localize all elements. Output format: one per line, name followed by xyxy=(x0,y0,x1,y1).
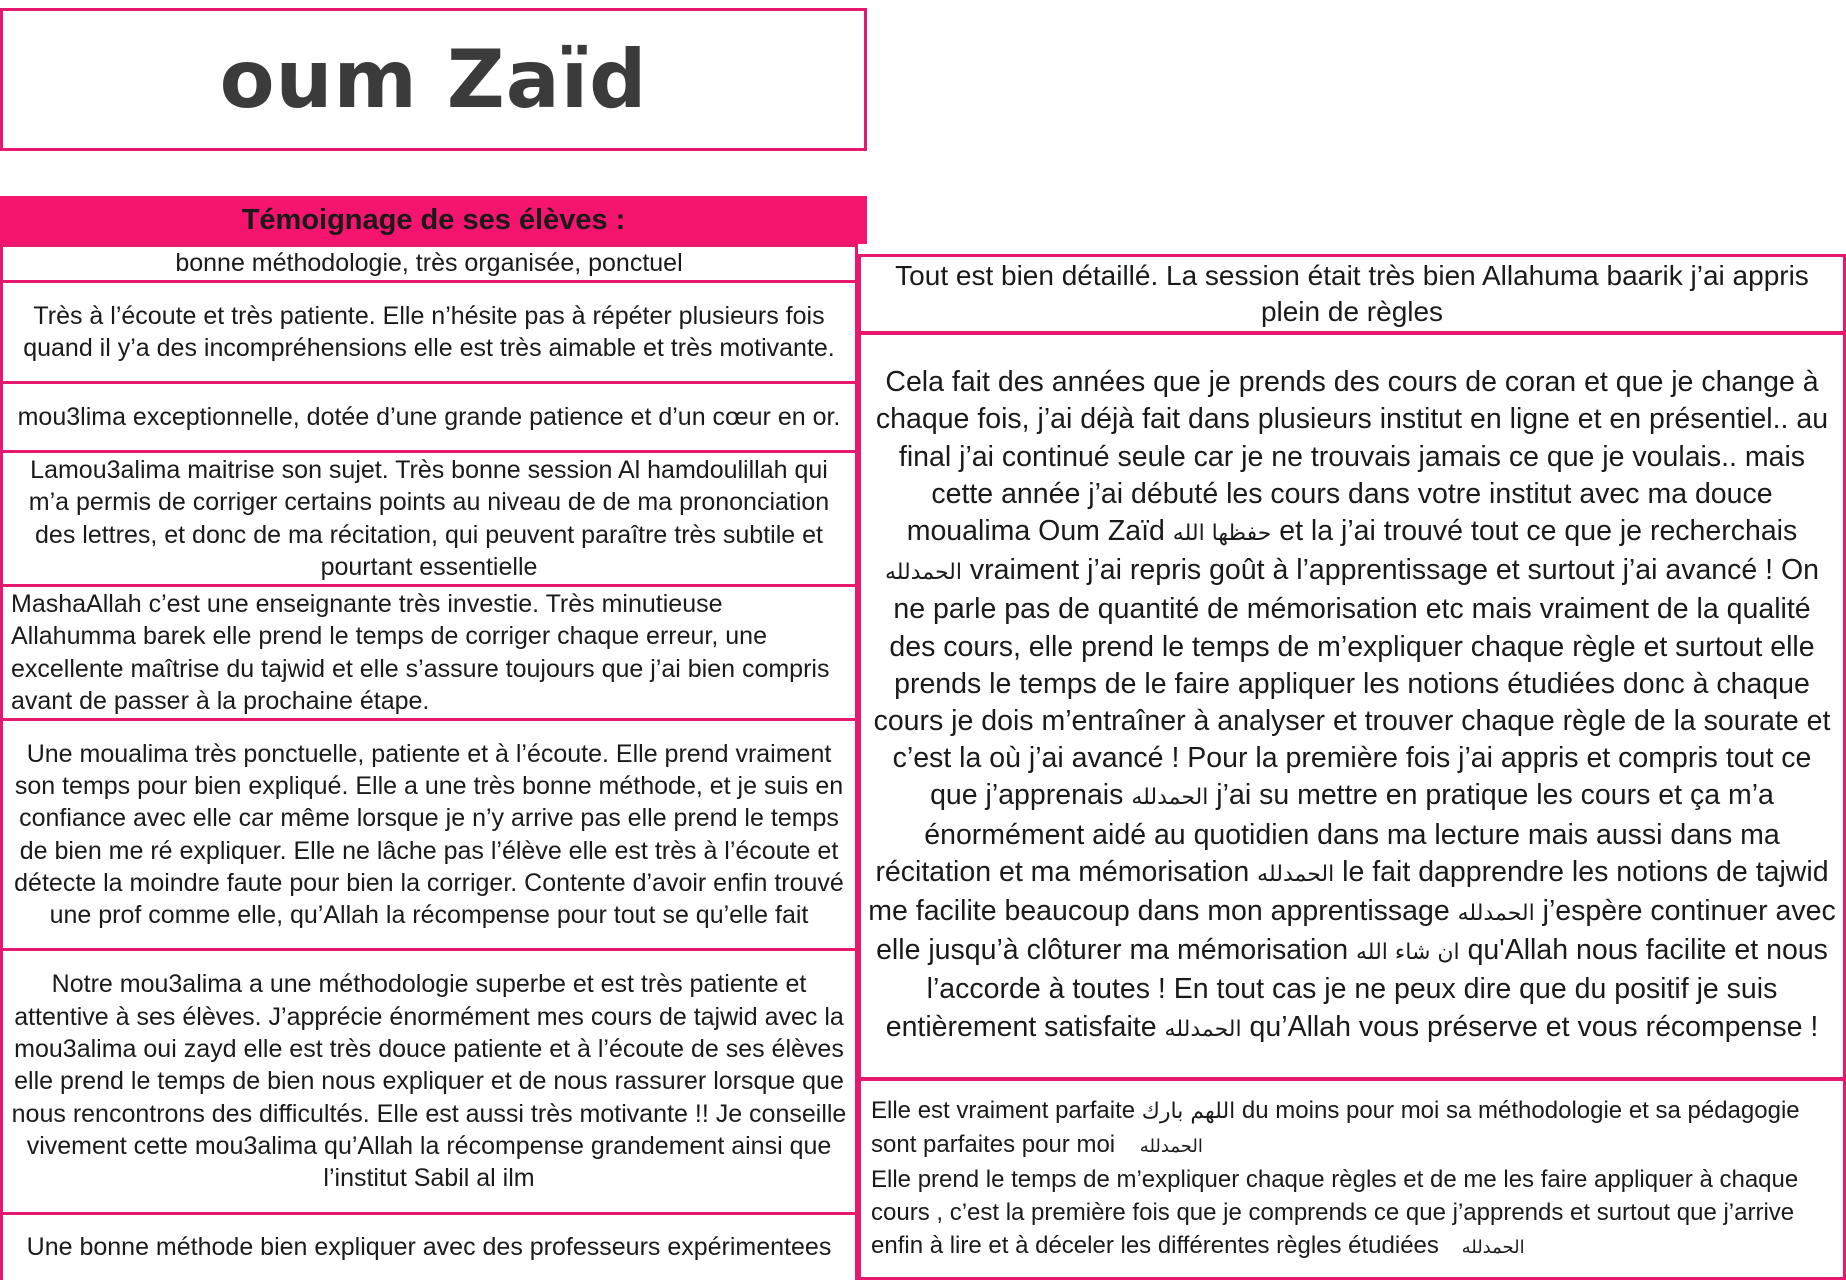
arabic-blessing: الحمدلله xyxy=(1139,1136,1203,1157)
testimonial-right-3 xyxy=(858,1078,1846,1280)
testimonial-text: MashaAllah c’est une enseignante très investie. Très minutieuse Allahumma barek elle prend le temps de corriger chaque erreur, une excellente maîtrise du tajwid et elle s’assure toujours que j’ai bien compris avant de passer à la prochaine étape. xyxy=(11,589,830,715)
testimonial-left-7 xyxy=(0,948,858,1212)
title-box xyxy=(0,8,867,151)
testimonial-text: Cela fait des années que je prends des cours de coran et que je change à chaque fois, j’ai déjà fait dans plusieurs institut en ligne et en présentiel.. au final j’ai continué seule car je ne trouvais jamais ce que je voulais.. mais cette année j’ai débuté les cours dans votre institut avec ma douce moualima Oum Zaïd حفظها الله et la j’ai trouvé tout ce que je recherchais الحمدلله vraiment j’ai repris goût à l’apprentissage et surtout j’ai avancé ! On ne parle pas de quantité de mémorisation etc mais vraiment de la qualité des cours, elle prend le temps de m’expliquer chaque règle et surtout elle prends le temps de le faire appliquer les notions étudiées donc à chaque cours je dois m’entraîner à analyser et trouver chaque règle de la sourate et c’est la où j’ai avancé ! Pour la première fois j’ai appris et compris tout ce que j’apprenais الحمدلله j’ai su mettre en pratique les cours et ça m’a énormément aidé au quotidien dans ma lecture mais aussi dans ma récitation et ma mémorisation الحمدلله le fait dapprendre les notions de tajwid me facilite beaucoup dans mon apprentissage الحمدلله j’espère continuer avec elle jusqu’à clôturer ma mémorisation ان شاء الله qu'Allah nous facilite et nous l’accorde à toutes ! En tout cas je ne peux dire que du positif je suis entièrement satisfaite الحمدلله qu’Allah vous préserve et vous récompense ! xyxy=(868,366,1836,1043)
arabic-blessing: الحمدلله xyxy=(1164,1016,1242,1042)
testimonial-left-4 xyxy=(0,450,858,584)
testimonial-left-2 xyxy=(0,280,858,381)
testimonial-right-1 xyxy=(858,254,1846,334)
testimonial-left-5 xyxy=(0,584,858,718)
arabic-blessing: اللهم بارك xyxy=(1141,1099,1236,1124)
arabic-blessing: ان شاء الله xyxy=(1356,940,1460,966)
testimonial-left-1 xyxy=(0,244,858,280)
section-header-bar xyxy=(0,196,867,244)
arabic-blessing: الحمدلله xyxy=(1257,861,1335,887)
testimonial-text: mou3lima exceptionnelle, dotée d’une grande patience et d’un cœur en or. xyxy=(17,402,841,431)
testimonial-text: Une bonne méthode bien expliquer avec des professeurs expérimentees xyxy=(26,1233,832,1262)
testimonial-left-8 xyxy=(0,1212,858,1280)
arabic-blessing: الحمدلله xyxy=(1461,1237,1525,1258)
testimonial-text: Lamou3alima maitrise son sujet. Très bonne session Al hamdoulillah qui m’a permis de corriger certains points au niveau de de ma prononciation des lettres, et donc de ma récitation, qui peuvent paraître très subtile et pourtant essentielle xyxy=(28,455,830,581)
arabic-blessing: الحمدلله xyxy=(884,560,963,586)
testimonial-text: bonne méthodologie, très organisée, ponctuel xyxy=(175,249,683,278)
arabic-blessing: الحمدلله xyxy=(1131,785,1209,811)
testimonial-text: Elle est vraiment parfaite اللهم بارك du moins pour moi sa méthodologie et sa pédagogie sont parfaites pour moi الحمدلله Elle prend le temps de m’expliquer chaque règles et de me les faire appliquer à chaque cours , c’est la première fois que je comprends ce que j’apprends et surtout que j’arrive enfin à lire et à déceler les différentes règles étudiées الحمدلله xyxy=(871,1097,1800,1259)
arabic-blessing: حفظها الله xyxy=(1172,520,1272,546)
testimonial-text: Très à l’écoute et très patiente. Elle n’hésite pas à répéter plusieurs fois quand il y’a des incompréhensions elle est très aimable et très motivante. xyxy=(23,301,835,362)
testimonial-left-6 xyxy=(0,718,858,948)
testimonial-text: Une moualima très ponctuelle, patiente et à l’écoute. Elle prend vraiment son temps pour bien expliqué. Elle a une très bonne méthode, et je suis en confiance avec elle car même lorsque je n’y arrive pas elle prend le temps de bien me ré expliquer. Elle ne lâche pas l’élève elle est très à l’écoute et détecte la moindre faute pour bien la corriger. Contente d’avoir enfin trouvé une prof comme elle, qu’Allah la récompense pour tout se qu’elle fait xyxy=(14,739,844,930)
testimonial-left-3 xyxy=(0,381,858,450)
section-header: Témoignage de ses élèves : xyxy=(241,203,626,236)
page-title: oum Zaïd xyxy=(219,33,648,126)
arabic-blessing: الحمدلله xyxy=(1457,901,1535,927)
testimonial-text: Notre mou3alima a une méthodologie superbe et est très patiente et attentive à ses élèves. J’apprécie énormément mes cours de tajwid avec la mou3alima oui zayd elle est très douce patiente et à l’écoute de ses élèves elle prend le temps de bien nous expliquer et de nous rassurer lorsque que nous rencontrons des difficultés. Elle est aussi très motivante !! Je conseille vivement cette mou3alima qu’Allah la récompense grandement ainsi que l’institut Sabil al ilm xyxy=(11,970,847,1193)
testimonial-right-2 xyxy=(858,332,1846,1080)
testimonial-text: Tout est bien détaillé. La session était très bien Allahuma baarik j’ai appris plein de règles xyxy=(895,260,1809,327)
